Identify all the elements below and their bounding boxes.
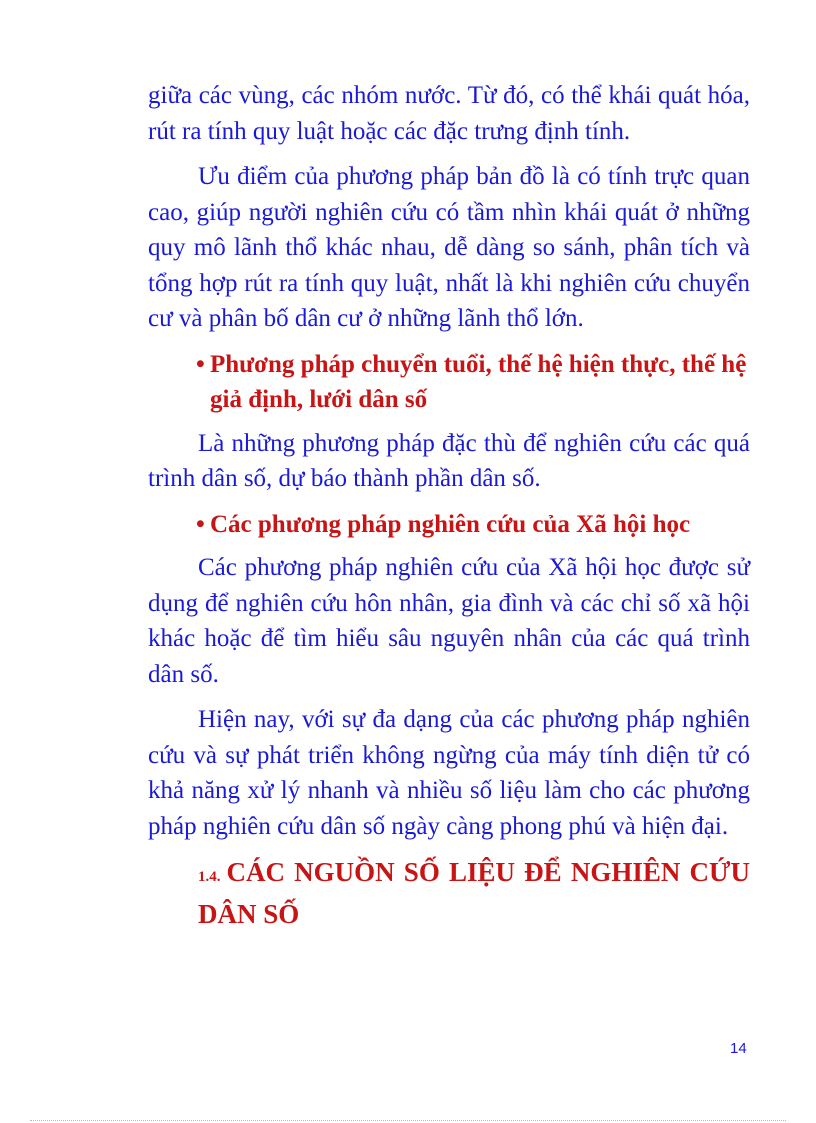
bullet-heading-text: Các phương pháp nghiên cứu của Xã hội học — [210, 510, 691, 538]
paragraph-sociology-usage: Các phương pháp nghiên cứu của Xã hội học được sử dụng để nghiên cứu hôn nhân, gia đình và các chỉ số xã hội khác hoặc để tìm hiểu sâu nguyên nhân của các quá trình dân số. — [148, 554, 750, 688]
footer-divider — [30, 1120, 786, 1121]
paragraph-specific-methods: Là những phương pháp đặc thù để nghiên cứu các quá trình dân số, dự báo thành phần dân số. — [148, 429, 750, 492]
bullet-heading-age-shift-methods — [148, 347, 750, 418]
bullet-icon: • — [196, 350, 205, 378]
section-number: 1.4. — [198, 869, 221, 885]
section-title: CÁC NGUỒN SỐ LIỆU ĐỂ NGHIÊN CỨU DÂN SỐ — [198, 857, 750, 929]
page-number: 14 — [730, 1040, 747, 1057]
bullet-heading-sociology-methods — [148, 507, 750, 543]
section-heading — [148, 854, 750, 933]
page-content — [148, 78, 750, 933]
bullet-heading-text: Phương pháp chuyển tuổi, thế hệ hiện thực, thế hệ giả định, lưới dân số — [210, 350, 747, 413]
paragraph-map-method-advantages: Ưu điểm của phương pháp bản đồ là có tính trực quan cao, giúp người nghiên cứu có tầm nhìn khái quát ở những quy mô lãnh thổ khác nhau, dễ dàng so sánh, phân tích và tổng hợp rút ra tính quy luật, nhất là khi nghiên cứu chuyển cư và phân bố dân cư ở những lãnh thổ lớn. — [148, 163, 750, 332]
bullet-icon: • — [196, 510, 205, 538]
paragraph-current-diversity: Hiện nay, với sự đa dạng của các phương pháp nghiên cứu và sự phát triển không ngừng của máy tính diện tử có khả năng xử lý nhanh và nhiều số liệu làm cho các phương pháp nghiên cứu dân số ngày càng phong phú và hiện đại. — [148, 706, 750, 840]
paragraph-regional-comparison: giữa các vùng, các nhóm nước. Từ đó, có thể khái quát hóa, rút ra tính quy luật hoặc các đặc trưng định tính. — [148, 82, 750, 145]
